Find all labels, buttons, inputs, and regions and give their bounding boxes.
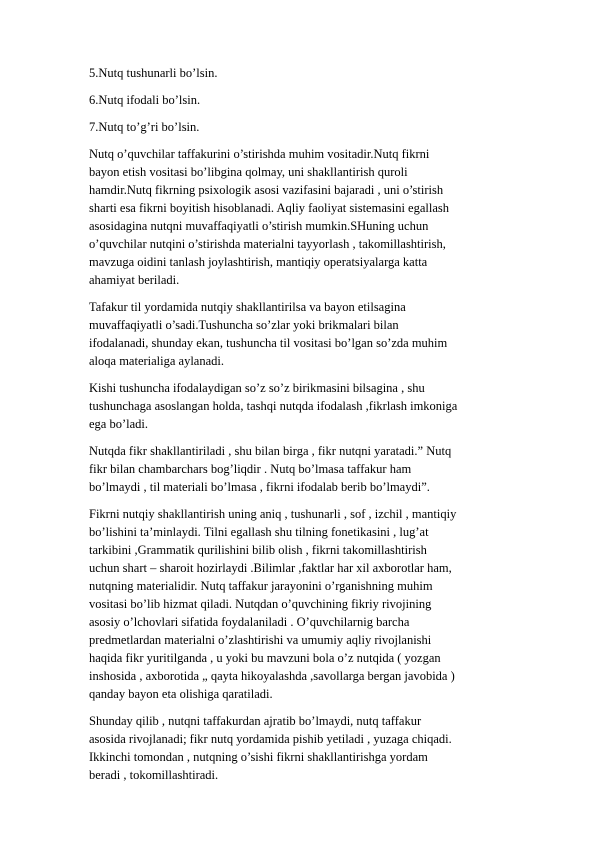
text-line: uchun shart – sharoit hozirlaydi .Bilimlar ,faktlar har xil axborotlar ham, <box>89 561 452 575</box>
text-line: muvaffaqiyatli o’sadi.Tushuncha so’zlar yoki brikmalari bilan <box>89 318 399 332</box>
text-line: Nutqda fikr shakllantiriladi , shu bilan birga , fikr nutqni yaratadi.” Nutq <box>89 444 452 458</box>
text-line: tarkibini ,Grammatik qurilishini bilib olish , fikrni takomillashtirish <box>89 543 427 557</box>
paragraph <box>89 64 505 82</box>
text-line: Fikrni nutqiy shakllantirish uning aniq , tushunarli , sof , izchil , mantiqiy <box>89 507 457 521</box>
text-line: predmetlardan materialni o’zlashtirishi va umumiy aqliy rivojlanishi <box>89 633 432 647</box>
paragraph <box>89 118 505 136</box>
text-line: Ikkinchi tomondan , nutqning o’sishi fikrni shakllantirishga yordam <box>89 750 428 764</box>
text-line: ifodalanadi, shunday ekan, tushuncha til vositasi bo’lgan so’zda muhim <box>89 336 448 350</box>
text-line: vositasi bo’lib hizmat qiladi. Nutqdan o’quvchining fikriy rivojining <box>89 597 432 611</box>
text-line: bayon etish vositasi bo’libgina qolmay, uni shakllantirish quroli <box>89 165 408 179</box>
text-line: 5.Nutq tushunarli bo’lsin. <box>89 66 218 80</box>
text-line: Tafakur til yordamida nutqiy shakllantirilsa va bayon etilsagina <box>89 300 406 314</box>
document-page <box>89 64 505 793</box>
text-line: 7.Nutq to’g’ri bo’lsin. <box>89 120 200 134</box>
text-line: 6.Nutq ifodali bo’lsin. <box>89 93 201 107</box>
paragraph <box>89 91 505 109</box>
text-line: o’quvchilar nutqini o’stirishda materialni tayyorlash , takomillashtirish, <box>89 237 446 251</box>
text-line: sharti esa fikrni boyitish hisoblanadi. Aqliy faoliyat sistemasini egallash <box>89 201 450 215</box>
text-line: Shunday qilib , nutqni taffakurdan ajratib bo’lmaydi, nutq taffakur <box>89 714 422 728</box>
text-line: qanday bayon eta olishiga qaratiladi. <box>89 687 273 701</box>
text-line: hamdir.Nutq fikrning psixologik asosi vazifasini bajaradi , uni o’stirish <box>89 183 444 197</box>
paragraph <box>89 505 505 703</box>
paragraph <box>89 712 505 784</box>
text-line: ega bo’ladi. <box>89 417 149 431</box>
text-line: asosida rivojlanadi; fikr nutq yordamida pishib yetiladi , yuzaga chiqadi. <box>89 732 452 746</box>
text-line: asosidagina nutqni muvaffaqiyatli o’stirish mumkin.SHuning uchun <box>89 219 429 233</box>
text-line: asosiy o’lchovlari sifatida foydalaniladi . O’quvchilarnig barcha <box>89 615 410 629</box>
text-line: ahamiyat beriladi. <box>89 273 180 287</box>
text-line: aloqa materialiga aylanadi. <box>89 354 225 368</box>
paragraph <box>89 298 505 370</box>
text-line: bo’lishini ta’minlaydi. Tilni egallash shu tilning fonetikasini , lug’at <box>89 525 429 539</box>
paragraph <box>89 379 505 433</box>
paragraph <box>89 145 505 289</box>
text-line: haqida fikr yuritilganda , u yoki bu mavzuni bola o’z nutqida ( yozgan <box>89 651 441 665</box>
text-line: tushunchaga asoslangan holda, tashqi nutqda ifodalash ,fikrlash imkoniga <box>89 399 458 413</box>
paragraph <box>89 442 505 496</box>
text-line: beradi , tokomillashtiradi. <box>89 768 219 782</box>
text-line: mavzuga oidini tanlash joylashtirish, mantiqiy operatsiyalarga katta <box>89 255 428 269</box>
text-line: Nutq o’quvchilar taffakurini o’stirishda muhim vositadir.Nutq fikrni <box>89 147 430 161</box>
text-line: inshosida , axborotida „ qayta hikoyalashda ,savollarga bergan javobida ) <box>89 669 455 683</box>
text-line: fikr bilan chambarchars bog’liqdir . Nutq bo’lmasa taffakur ham <box>89 462 412 476</box>
text-line: nutqning materialidir. Nutq taffakur jarayonini o’rganishning muhim <box>89 579 433 593</box>
text-line: Kishi tushuncha ifodalaydigan so’z so’z birikmasini bilsagina , shu <box>89 381 425 395</box>
text-line: bo’lmaydi , til materiali bo’lmasa , fikrni ifodalab berib bo’lmaydi”. <box>89 480 430 494</box>
